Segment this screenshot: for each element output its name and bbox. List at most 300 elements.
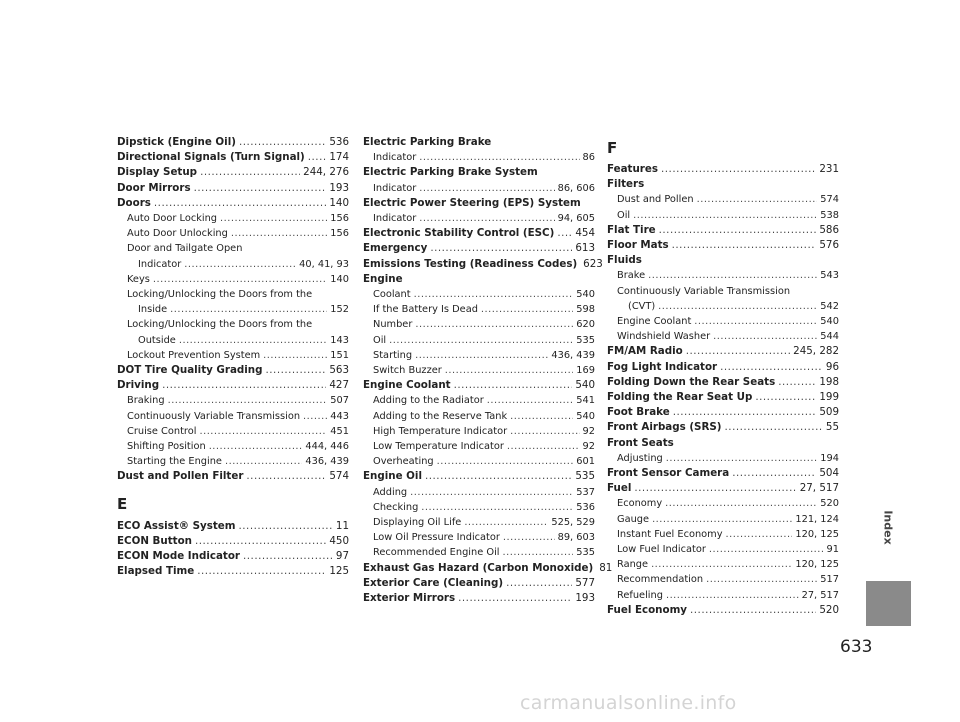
entry-pages[interactable]: 436, 439 bbox=[305, 456, 349, 468]
dot-leader bbox=[303, 409, 327, 424]
entry-term: Starting the Engine bbox=[127, 456, 222, 468]
index-entry bbox=[607, 603, 839, 618]
entry-term: Front Sensor Camera bbox=[607, 467, 730, 480]
entry-term: Driving bbox=[117, 379, 160, 392]
dot-leader bbox=[720, 360, 823, 375]
dot-leader bbox=[503, 530, 555, 545]
index-subentry bbox=[607, 314, 839, 329]
entry-pages[interactable]: 121, 124 bbox=[795, 513, 839, 525]
dot-leader bbox=[246, 469, 326, 484]
entry-term: Number bbox=[373, 319, 413, 331]
entry-pages[interactable]: 613 bbox=[575, 242, 595, 255]
index-subentry bbox=[607, 572, 839, 587]
dot-leader bbox=[199, 424, 327, 439]
entry-term: Overheating bbox=[373, 456, 434, 468]
entry-term: ECON Button bbox=[117, 534, 192, 547]
index-entry bbox=[363, 226, 595, 241]
dot-leader bbox=[415, 348, 548, 363]
index-entry bbox=[117, 519, 349, 534]
dot-leader bbox=[243, 549, 333, 564]
entry-term: Refueling bbox=[617, 589, 663, 601]
index-subentry bbox=[117, 348, 349, 363]
index-subentry bbox=[117, 333, 349, 348]
entry-term: Keys bbox=[127, 273, 150, 285]
entry-term: Brake bbox=[617, 270, 646, 282]
index-subentry bbox=[607, 451, 839, 466]
dot-leader bbox=[419, 150, 579, 165]
dot-leader bbox=[239, 135, 326, 150]
index-entry bbox=[607, 405, 839, 420]
entry-pages[interactable]: 245, 282 bbox=[793, 345, 839, 358]
index-entry bbox=[117, 181, 349, 196]
entry-term: Braking bbox=[127, 395, 165, 407]
index-subentry bbox=[363, 181, 595, 196]
entry-term: Continuously Variable Transmission bbox=[617, 285, 791, 297]
entry-pages[interactable]: 11 bbox=[335, 519, 349, 532]
entry-pages[interactable]: 55 bbox=[825, 421, 839, 434]
entry-pages[interactable]: 91 bbox=[826, 544, 839, 556]
index-entry bbox=[117, 196, 349, 211]
index-entry bbox=[363, 135, 595, 150]
entry-pages[interactable]: 198 bbox=[819, 375, 839, 388]
index-subentry bbox=[607, 588, 839, 603]
index-subentry bbox=[363, 515, 595, 530]
entry-pages[interactable]: 504 bbox=[819, 467, 839, 480]
entry-pages[interactable]: 199 bbox=[819, 391, 839, 404]
entry-pages[interactable]: 443 bbox=[330, 410, 349, 422]
dot-leader bbox=[713, 329, 817, 344]
entry-term: Dust and Pollen bbox=[617, 194, 694, 206]
entry-pages[interactable]: 454 bbox=[575, 227, 595, 240]
index-subentry bbox=[607, 527, 839, 542]
index-subentry bbox=[363, 317, 595, 332]
side-tab-label-text: Index bbox=[881, 509, 895, 545]
entry-term: ECO Assist® System bbox=[117, 519, 236, 532]
dot-leader bbox=[419, 211, 554, 226]
entry-pages[interactable]: 542 bbox=[820, 300, 839, 312]
entry-pages[interactable]: 538 bbox=[820, 209, 839, 221]
index-column-3 bbox=[607, 135, 839, 618]
entry-term: Low Fuel Indicator bbox=[617, 544, 706, 556]
entry-pages[interactable]: 563 bbox=[329, 364, 349, 377]
index-entry bbox=[117, 469, 349, 484]
entry-term: Folding the Rear Seat Up bbox=[607, 391, 753, 404]
entry-pages[interactable]: 541 bbox=[576, 395, 595, 407]
entry-term: Gauge bbox=[617, 513, 650, 525]
entry-term: Indicator bbox=[373, 213, 417, 225]
entry-pages[interactable]: 451 bbox=[330, 425, 349, 437]
entry-term: Low Temperature Indicator bbox=[373, 441, 504, 453]
entry-pages[interactable]: 450 bbox=[329, 534, 349, 547]
entry-pages[interactable]: 540 bbox=[820, 316, 839, 328]
entry-pages[interactable]: 535 bbox=[576, 334, 595, 346]
index-subentry bbox=[607, 208, 839, 223]
index-subentry bbox=[607, 496, 839, 511]
entry-pages[interactable]: 507 bbox=[330, 395, 349, 407]
entry-pages[interactable]: 152 bbox=[330, 304, 349, 316]
dot-leader bbox=[510, 409, 573, 424]
entry-term: Checking bbox=[373, 501, 419, 513]
dot-leader bbox=[648, 268, 817, 283]
entry-pages[interactable]: 427 bbox=[329, 379, 349, 392]
page-number: 633 bbox=[840, 637, 873, 657]
entry-pages[interactable]: 537 bbox=[576, 486, 595, 498]
dot-leader bbox=[634, 481, 796, 496]
index-subentry bbox=[607, 557, 839, 572]
entry-term: Electric Power Steering (EPS) System bbox=[363, 196, 581, 209]
entry-pages[interactable]: 598 bbox=[576, 304, 595, 316]
entry-term: Emergency bbox=[363, 242, 428, 255]
entry-pages[interactable]: 94, 605 bbox=[557, 213, 595, 225]
index-entry bbox=[363, 196, 595, 211]
index-entry bbox=[363, 591, 595, 606]
index-entry bbox=[363, 576, 595, 591]
entry-pages[interactable]: 143 bbox=[330, 334, 349, 346]
entry-pages[interactable]: 540 bbox=[576, 289, 595, 301]
index-entry bbox=[607, 420, 839, 435]
dot-leader bbox=[389, 333, 573, 348]
entry-term: Indicator bbox=[373, 182, 417, 194]
entry-term: Folding Down the Rear Seats bbox=[607, 375, 776, 388]
entry-term: Fog Light Indicator bbox=[607, 360, 718, 373]
entry-term: Electronic Stability Control (ESC) bbox=[363, 227, 555, 240]
entry-term: Locking/Unlocking the Doors from the bbox=[127, 319, 313, 331]
entry-term: Lockout Prevention System bbox=[127, 349, 261, 361]
entry-pages[interactable]: 194 bbox=[820, 452, 839, 464]
dot-leader bbox=[168, 393, 328, 408]
index-subentry bbox=[117, 272, 349, 287]
entry-pages[interactable]: 444, 446 bbox=[305, 441, 349, 453]
index-subentry bbox=[363, 211, 595, 226]
entry-term: Exterior Care (Cleaning) bbox=[363, 576, 504, 589]
entry-term: Directional Signals (Turn Signal) bbox=[117, 151, 305, 164]
entry-term: Adjusting bbox=[617, 452, 663, 464]
index-subentry bbox=[117, 393, 349, 408]
entry-term: Inside bbox=[138, 304, 168, 316]
dot-leader bbox=[414, 287, 574, 302]
dot-leader bbox=[778, 375, 816, 390]
section-letter: E bbox=[117, 494, 128, 513]
entry-pages[interactable]: 544 bbox=[820, 331, 839, 343]
dot-leader bbox=[266, 363, 327, 378]
entry-pages[interactable]: 140 bbox=[329, 196, 349, 209]
entry-pages[interactable]: 92 bbox=[582, 441, 595, 453]
entry-pages[interactable]: 574 bbox=[820, 194, 839, 206]
entry-term: Outside bbox=[138, 334, 176, 346]
entry-term: Coolant bbox=[373, 289, 411, 301]
index-subentry bbox=[363, 287, 595, 302]
index-entry bbox=[117, 135, 349, 150]
entry-pages[interactable]: 543 bbox=[820, 270, 839, 282]
dot-leader bbox=[421, 500, 573, 515]
dot-leader bbox=[231, 226, 327, 241]
entry-pages[interactable]: 27, 517 bbox=[799, 482, 839, 495]
entry-pages[interactable]: 436, 439 bbox=[551, 349, 595, 361]
index-subentry bbox=[117, 241, 349, 256]
index-subentry bbox=[607, 542, 839, 557]
index-subentry bbox=[363, 439, 595, 454]
entry-pages[interactable]: 620 bbox=[576, 319, 595, 331]
entry-term: FM/AM Radio bbox=[607, 345, 683, 358]
entry-term: Adding to the Radiator bbox=[373, 395, 484, 407]
index-subentry bbox=[607, 299, 839, 314]
index-subentry bbox=[363, 393, 595, 408]
entry-pages[interactable]: 193 bbox=[575, 592, 595, 605]
entry-term: Emissions Testing (Readiness Codes) bbox=[363, 257, 578, 270]
entry-pages[interactable]: 520 bbox=[819, 603, 839, 616]
entry-pages[interactable]: 244, 276 bbox=[303, 166, 349, 179]
index-subentry bbox=[117, 317, 349, 332]
dot-leader bbox=[308, 150, 327, 165]
entry-term: Engine Coolant bbox=[363, 379, 451, 392]
index-entry bbox=[607, 344, 839, 359]
index-subentry bbox=[117, 454, 349, 469]
entry-term: Switch Buzzer bbox=[373, 365, 442, 377]
entry-pages[interactable]: 601 bbox=[576, 456, 595, 468]
dot-leader bbox=[184, 257, 296, 272]
dot-leader bbox=[726, 527, 793, 542]
dot-leader bbox=[153, 272, 327, 287]
dot-leader bbox=[658, 299, 817, 314]
dot-leader bbox=[225, 454, 302, 469]
dot-leader bbox=[154, 196, 326, 211]
entry-pages[interactable]: 540 bbox=[576, 410, 595, 422]
index-subentry bbox=[117, 302, 349, 317]
entry-pages[interactable]: 169 bbox=[576, 365, 595, 377]
entry-pages[interactable]: 535 bbox=[576, 547, 595, 559]
index-subentry bbox=[363, 454, 595, 469]
dot-leader bbox=[445, 363, 574, 378]
index-entry bbox=[607, 162, 839, 177]
dot-leader bbox=[464, 515, 548, 530]
entry-term: Shifting Position bbox=[127, 441, 206, 453]
dot-leader bbox=[709, 542, 824, 557]
entry-term: Engine bbox=[363, 272, 403, 285]
entry-term: Oil bbox=[617, 209, 631, 221]
index-subentry bbox=[607, 192, 839, 207]
entry-term: Engine Coolant bbox=[617, 316, 692, 328]
dot-leader bbox=[209, 439, 303, 454]
entry-term: (CVT) bbox=[628, 300, 656, 312]
index-entry bbox=[607, 390, 839, 405]
index-subentry bbox=[117, 211, 349, 226]
dot-leader bbox=[510, 424, 579, 439]
entry-pages[interactable]: 86, 606 bbox=[557, 182, 595, 194]
index-entry bbox=[607, 360, 839, 375]
index-subentry bbox=[363, 424, 595, 439]
entry-term: Features bbox=[607, 163, 658, 175]
entry-term: Door Mirrors bbox=[117, 181, 191, 194]
dot-leader bbox=[557, 226, 572, 241]
entry-term: Display Setup bbox=[117, 166, 198, 179]
index-entry bbox=[607, 466, 839, 481]
entry-term: Cruise Control bbox=[127, 425, 197, 437]
dot-leader bbox=[179, 333, 327, 348]
dot-leader bbox=[458, 591, 572, 606]
index-subentry bbox=[607, 284, 839, 299]
entry-pages[interactable]: 509 bbox=[819, 406, 839, 419]
index-entry bbox=[117, 534, 349, 549]
entry-term: Dust and Pollen Filter bbox=[117, 470, 244, 483]
index-subentry bbox=[117, 226, 349, 241]
index-subentry bbox=[363, 150, 595, 165]
index-subentry bbox=[117, 409, 349, 424]
index-subentry bbox=[117, 424, 349, 439]
entry-term: Dipstick (Engine Oil) bbox=[117, 136, 236, 148]
entry-term: Electric Parking Brake bbox=[363, 136, 492, 148]
dot-leader bbox=[437, 454, 574, 469]
entry-term: Starting bbox=[373, 349, 413, 361]
entry-term: Low Oil Pressure Indicator bbox=[373, 532, 500, 544]
index-entry bbox=[363, 257, 603, 272]
dot-leader bbox=[197, 564, 326, 579]
entry-term: Fuel bbox=[607, 482, 632, 495]
index-subentry bbox=[607, 329, 839, 344]
index-entry bbox=[607, 436, 839, 451]
entry-pages[interactable]: 193 bbox=[329, 181, 349, 194]
entry-term: Windshield Washer bbox=[617, 331, 711, 343]
index-entry bbox=[607, 253, 839, 268]
entry-term: Indicator bbox=[373, 152, 417, 164]
entry-pages[interactable]: 40, 41, 93 bbox=[299, 258, 349, 270]
entry-term: Filters bbox=[607, 178, 645, 191]
entry-term: Fuel Economy bbox=[607, 603, 688, 616]
entry-term: Displaying Oil Life bbox=[373, 517, 462, 529]
index-subentry bbox=[607, 512, 839, 527]
index-entry bbox=[117, 363, 349, 378]
entry-pages[interactable]: 97 bbox=[335, 550, 349, 563]
dot-leader bbox=[706, 572, 817, 587]
dot-leader bbox=[506, 576, 572, 591]
dot-leader bbox=[415, 317, 573, 332]
entry-pages[interactable]: 231 bbox=[819, 163, 839, 175]
index-subentry bbox=[363, 545, 595, 560]
dot-leader bbox=[263, 348, 327, 363]
index-subentry bbox=[607, 268, 839, 283]
entry-term: Auto Door Locking bbox=[127, 213, 218, 225]
index-subentry bbox=[363, 500, 595, 515]
dot-leader bbox=[487, 393, 574, 408]
entry-pages[interactable]: 92 bbox=[582, 425, 595, 437]
index-entry bbox=[117, 165, 349, 180]
entry-pages[interactable]: 576 bbox=[819, 239, 839, 252]
entry-term: Adding to the Reserve Tank bbox=[373, 410, 508, 422]
index-entry bbox=[117, 564, 349, 579]
entry-term: Locking/Unlocking the Doors from the bbox=[127, 289, 313, 301]
dot-leader bbox=[454, 378, 573, 393]
index-column-1 bbox=[117, 135, 349, 579]
entry-term: Oil bbox=[373, 334, 387, 346]
entry-pages[interactable]: 151 bbox=[330, 349, 349, 361]
dot-leader bbox=[672, 238, 817, 253]
index-subentry bbox=[117, 439, 349, 454]
dot-leader bbox=[651, 557, 792, 572]
index-subentry bbox=[117, 257, 349, 272]
dot-leader bbox=[694, 314, 817, 329]
entry-term: Flat Tire bbox=[607, 223, 656, 236]
entry-pages[interactable]: 86 bbox=[582, 152, 595, 164]
index-entry bbox=[607, 481, 839, 496]
index-subentry bbox=[363, 409, 595, 424]
dot-leader bbox=[686, 344, 790, 359]
entry-pages[interactable]: 125 bbox=[329, 565, 349, 578]
entry-pages[interactable]: 577 bbox=[575, 576, 595, 589]
dot-leader bbox=[665, 496, 817, 511]
index-entry bbox=[363, 241, 595, 256]
index-entry bbox=[607, 223, 839, 238]
entry-term: Floor Mats bbox=[607, 239, 669, 252]
entry-term: Recommendation bbox=[617, 574, 704, 586]
entry-pages[interactable]: 156 bbox=[330, 228, 349, 240]
entry-term: ECON Mode Indicator bbox=[117, 550, 240, 563]
dot-leader bbox=[195, 534, 326, 549]
entry-pages[interactable]: 81 bbox=[599, 561, 613, 574]
index-entry bbox=[363, 378, 595, 393]
dot-leader bbox=[419, 181, 554, 196]
entry-pages[interactable]: 520 bbox=[820, 498, 839, 510]
index-entry bbox=[607, 238, 839, 253]
entry-pages[interactable]: 540 bbox=[575, 379, 595, 392]
dot-leader bbox=[755, 390, 816, 405]
dot-leader bbox=[503, 545, 574, 560]
index-entry bbox=[117, 549, 349, 564]
entry-pages[interactable]: 27, 517 bbox=[801, 589, 839, 601]
dot-leader bbox=[220, 211, 327, 226]
entry-pages[interactable]: 120, 125 bbox=[795, 528, 839, 540]
entry-pages[interactable]: 536 bbox=[329, 136, 349, 148]
entry-pages[interactable]: 120, 125 bbox=[795, 559, 839, 571]
dot-leader bbox=[410, 485, 573, 500]
entry-term: Range bbox=[617, 559, 649, 571]
entry-pages[interactable]: 623 bbox=[583, 257, 603, 270]
entry-pages[interactable]: 140 bbox=[330, 273, 349, 285]
entry-term: Front Airbags (SRS) bbox=[607, 421, 722, 434]
entry-pages[interactable]: 156 bbox=[330, 213, 349, 225]
index-entry bbox=[363, 561, 613, 576]
dot-leader bbox=[430, 241, 572, 256]
entry-pages[interactable]: 574 bbox=[329, 470, 349, 483]
side-tab-index[interactable] bbox=[866, 581, 911, 626]
index-subentry bbox=[363, 363, 595, 378]
dot-leader bbox=[725, 420, 823, 435]
index-entry bbox=[607, 375, 839, 390]
entry-term: Continuously Variable Transmission bbox=[127, 410, 301, 422]
entry-pages[interactable]: 89, 603 bbox=[557, 532, 595, 544]
dot-leader bbox=[481, 302, 573, 317]
entry-pages[interactable]: 517 bbox=[820, 574, 839, 586]
index-entry bbox=[117, 378, 349, 393]
entry-term: Door and Tailgate Open bbox=[127, 243, 243, 255]
entry-term: Doors bbox=[117, 196, 151, 209]
entry-term: Exhaust Gas Hazard (Carbon Monoxide) bbox=[363, 561, 594, 574]
side-tab-label bbox=[866, 497, 911, 557]
index-subentry bbox=[363, 530, 595, 545]
entry-term: Electric Parking Brake System bbox=[363, 166, 538, 179]
entry-pages[interactable]: 586 bbox=[819, 223, 839, 236]
dot-leader bbox=[633, 208, 817, 223]
entry-term: Adding bbox=[373, 486, 408, 498]
dot-leader bbox=[697, 192, 818, 207]
entry-pages[interactable]: 525, 529 bbox=[551, 517, 595, 529]
entry-pages[interactable]: 96 bbox=[825, 360, 839, 373]
entry-term: If the Battery Is Dead bbox=[373, 304, 478, 316]
entry-term: Fluids bbox=[607, 254, 642, 267]
entry-pages[interactable]: 535 bbox=[575, 470, 595, 483]
entry-term: Instant Fuel Economy bbox=[617, 528, 723, 540]
index-entry bbox=[363, 469, 595, 484]
entry-pages[interactable]: 174 bbox=[329, 151, 349, 164]
entry-pages[interactable]: 536 bbox=[576, 501, 595, 513]
